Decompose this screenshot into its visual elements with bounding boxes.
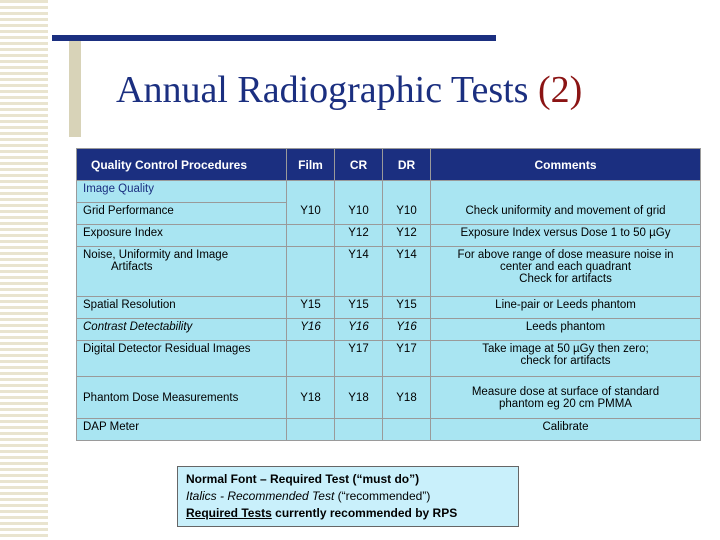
comments-cell (431, 341, 701, 377)
legend-recommended-normal: (“recommended”) (334, 489, 431, 503)
cr-cell: Y18 (335, 377, 383, 419)
decorative-stripes (0, 0, 48, 540)
procedure-line: Noise, Uniformity and Image (83, 249, 229, 261)
procedure-cell: Grid Performance (77, 203, 287, 225)
dr-cell: Y12 (383, 225, 431, 247)
table-row (77, 225, 701, 247)
film-cell (287, 419, 335, 441)
legend-recommended (186, 488, 510, 505)
comment-line: Take image at 50 µGy then zero; (482, 343, 649, 355)
procedure-cell: Exposure Index (77, 225, 287, 247)
comment-line: For above range of dose measure noise in (457, 249, 674, 261)
legend-recommended-italic: Italics - Recommended Test (186, 489, 335, 503)
comments-cell: Calibrate (431, 419, 701, 441)
header-comments: Comments (431, 149, 701, 181)
procedure-cell: Phantom Dose Measurements (77, 377, 287, 419)
dr-cell: Y10 (383, 203, 431, 225)
cr-cell (335, 419, 383, 441)
cr-cell: Y17 (335, 341, 383, 377)
slide-title (116, 68, 582, 112)
cr-cell: Y16 (335, 319, 383, 341)
film-cell: Y10 (287, 203, 335, 225)
film-cell (287, 225, 335, 247)
film-cell: Y18 (287, 377, 335, 419)
procedure-cell (77, 247, 287, 297)
decorative-title-rule (52, 35, 496, 41)
comments-cell (431, 247, 701, 297)
procedure-cell: Contrast Detectability (77, 319, 287, 341)
dr-cell: Y15 (383, 297, 431, 319)
section-label: Image Quality (77, 181, 287, 203)
table-row (77, 341, 701, 377)
film-cell: Y16 (287, 319, 335, 341)
table-header-row (77, 149, 701, 181)
header-cr: CR (335, 149, 383, 181)
dr-cell: Y16 (383, 319, 431, 341)
table-row (77, 377, 701, 419)
table-row (77, 181, 701, 203)
header-dr: DR (383, 149, 431, 181)
film-cell: Y15 (287, 297, 335, 319)
cr-cell: Y12 (335, 225, 383, 247)
table-row (77, 297, 701, 319)
procedure-line: Artifacts (111, 261, 153, 273)
decorative-vertical-bar (69, 37, 81, 137)
dr-cell: Y14 (383, 247, 431, 297)
legend-rps-rest: currently recommended by RPS (271, 506, 458, 520)
legend-rps-underlined: Required Tests (186, 506, 272, 520)
legend-required: Normal Font – Required Test (“must do”) (186, 472, 420, 486)
comment-line: center and each quadrant (499, 261, 632, 273)
procedure-cell: DAP Meter (77, 419, 287, 441)
cr-cell: Y15 (335, 297, 383, 319)
comment-line: phantom eg 20 cm PMMA (499, 397, 632, 410)
cr-cell: Y14 (335, 247, 383, 297)
header-procedures: Quality Control Procedures (77, 149, 287, 181)
slide-title-main: Annual Radiographic Tests (116, 69, 529, 111)
qc-table (76, 148, 701, 441)
comment-line: Measure dose at surface of standard (471, 385, 660, 398)
dr-cell (383, 419, 431, 441)
cr-cell: Y10 (335, 203, 383, 225)
comments-cell: Line-pair or Leeds phantom (431, 297, 701, 319)
dr-cell: Y17 (383, 341, 431, 377)
comments-cell: Check uniformity and movement of grid (431, 203, 701, 225)
film-cell (287, 341, 335, 377)
slide-title-suffix: (2) (537, 69, 583, 111)
table-row (77, 419, 701, 441)
table-row (77, 247, 701, 297)
procedure-cell: Digital Detector Residual Images (77, 341, 287, 377)
film-cell (287, 247, 335, 297)
dr-cell: Y18 (383, 377, 431, 419)
legend-rps (186, 505, 510, 522)
comments-cell: Leeds phantom (431, 319, 701, 341)
comment-line: check for artifacts (520, 355, 611, 367)
table-row (77, 203, 701, 225)
comments-cell (431, 377, 701, 419)
comment-line: Check for artifacts (519, 273, 612, 285)
procedure-cell: Spatial Resolution (77, 297, 287, 319)
comments-cell: Exposure Index versus Dose 1 to 50 µGy (431, 225, 701, 247)
legend-box (177, 466, 519, 527)
table-row (77, 319, 701, 341)
header-film: Film (287, 149, 335, 181)
